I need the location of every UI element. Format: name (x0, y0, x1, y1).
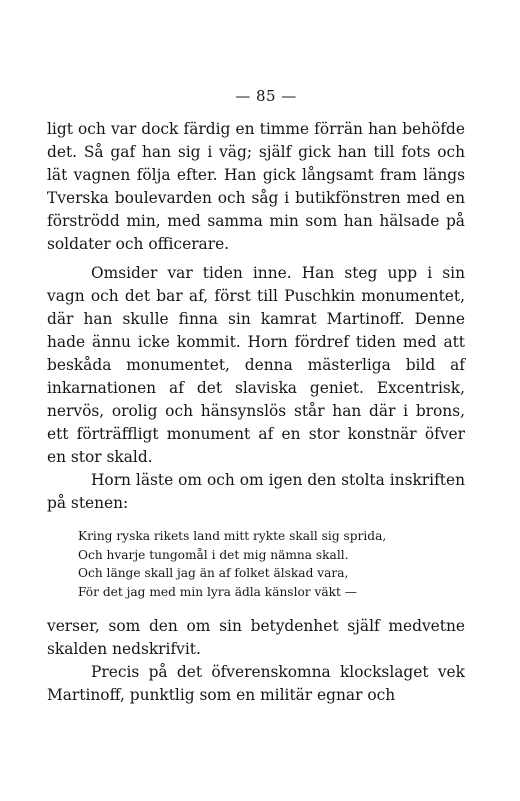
verse-line-3: Och länge skall jag än af folket älskad vara, (78, 566, 349, 581)
paragraph-3: Horn läste om och om igen den stolta inskriften på stenen: (47, 471, 465, 512)
verse-quote (78, 527, 465, 601)
verse-line-1: Kring ryska rikets land mitt rykte skall sig sprida, (78, 529, 387, 543)
verse-line-2: Och hvarje tungomål i det mig nämna skall. (78, 547, 349, 562)
paragraph-4: verser, som den om sin betydenhet själf medvetne skalden nedskrifvit. (47, 617, 465, 659)
verse-line-4: För det jag med min lyra ädla känslor väkt — (78, 584, 357, 599)
paragraph-1: ligt och var dock färdig en timme förrän han behöfde det. Så gaf han sig i väg; själf gick han till fots och lät vagnen följa efter. Han gick långsamt fram längs Tverska boulevarden och såg i butikfönstren med en förströdd min, med samma min som han hälsade på soldater och officerare. (47, 120, 465, 253)
page-number: — 85 — (235, 87, 297, 105)
paragraph-2: Omsider var tiden inne. Han steg upp i sin vagn och det bar af, först till Puschkin monumentet, där han skulle finna sin kamrat Martinoff. Denne hade ännu icke kommit. Horn fördref tiden med att beskåda monumentet, denna mästerliga bild af inkarnationen af det slaviska geniet. Excentrisk, nervös, orolig och hänsynslös står han där i brons, ett förträffligt monument af en stor konstnär öfver en stor skald. (47, 264, 465, 466)
paragraph-5: Precis på det öfverenskomna klockslaget vek Martinoff, punktlig som en militär egnar och (47, 663, 465, 705)
body-text (47, 118, 465, 707)
